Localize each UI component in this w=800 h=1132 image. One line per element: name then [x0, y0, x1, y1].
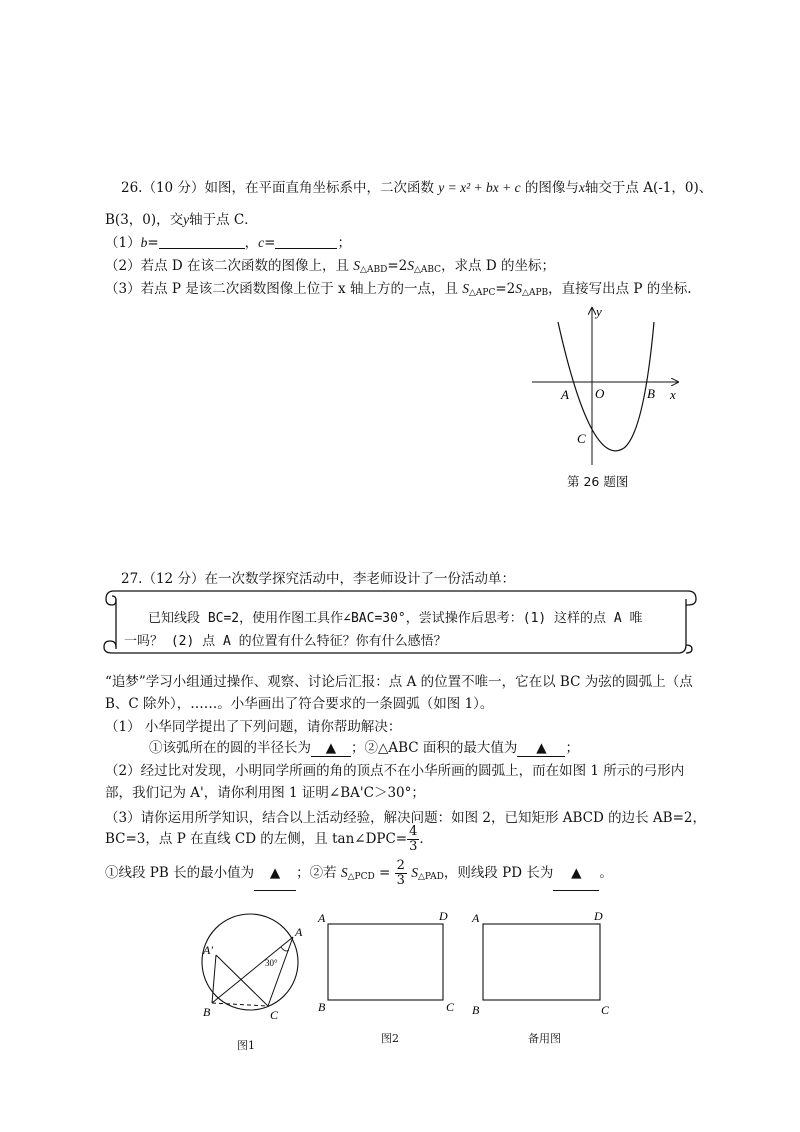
- origin-label: O: [595, 386, 605, 401]
- q27-scroll-line1: 已知线段 BC=2，使用作图工具作∠BAC=30°，尝试操作后思考：(1) 这样的点 A 唯: [148, 611, 643, 626]
- q27-part1-q2: ；②△ABC 面积的最大值为: [351, 740, 518, 756]
- q26-equals: =: [264, 235, 276, 251]
- q26-b-variable: b: [140, 235, 148, 250]
- q27-part3-questions: [105, 856, 613, 894]
- point-c-label: C: [577, 431, 586, 446]
- x-axis-label: x: [670, 387, 676, 402]
- q26-c-answer-blank[interactable]: [275, 236, 337, 249]
- segment-bc: [212, 1003, 268, 1006]
- q26-separator: ，: [244, 235, 259, 251]
- q27-radius-answer-blank[interactable]: ▲: [311, 740, 351, 757]
- point-a-label: A: [295, 925, 303, 939]
- point-a-label: A: [318, 911, 326, 925]
- q27-figure2: [315, 910, 455, 1018]
- q26-figure-caption: 第 26 题图: [567, 474, 629, 489]
- fraction-numerator: 2: [396, 858, 405, 874]
- fraction-denominator: 3: [409, 839, 418, 854]
- q26-stem-text: 轴交于点 A(-1，0)、: [584, 180, 713, 196]
- spare-figure-caption: 备用图: [528, 1032, 561, 1045]
- figure2-caption: 图2: [381, 1032, 399, 1045]
- q26-parabola-graph: [520, 300, 700, 470]
- q26-area-symbol: S: [353, 258, 361, 273]
- fraction-denominator: 3: [396, 873, 405, 888]
- q26-stem-text: 的图像与: [524, 180, 579, 196]
- area-symbol: S: [340, 865, 348, 880]
- point-d-label: D: [439, 910, 448, 923]
- q26-stem-text: B(3，0)，交: [105, 212, 184, 228]
- point-b-label: B: [647, 386, 655, 401]
- q26-part1: [105, 231, 351, 251]
- point-c-label: C: [446, 1000, 455, 1014]
- q26-sub-abd: △ABD: [360, 265, 388, 275]
- sub-pad: △PAD: [417, 872, 444, 882]
- q27-part1-title: （1） 小华同学提出了下列问题，请你帮助解决：: [105, 719, 402, 735]
- q26-part2: [105, 254, 555, 275]
- q27-end: 。: [599, 865, 613, 881]
- q26-area-symbol: S: [407, 258, 414, 273]
- q27-q-ratio-text: ；②若: [296, 865, 337, 881]
- angle-arc: [281, 947, 289, 951]
- figure1-caption: 图1: [237, 1039, 255, 1052]
- q27-max-area-answer-blank[interactable]: ▲: [517, 740, 565, 757]
- point-c-label: C: [270, 1008, 279, 1022]
- q26-x-variable: x: [578, 180, 585, 195]
- point-b-label: B: [203, 1005, 211, 1019]
- q26-stem-line2: [105, 208, 258, 228]
- q27-scroll-line2: 一吗？ (2) 点 A 的位置有什么特征？你有什么感悟？: [124, 634, 447, 649]
- q26-part3: [105, 277, 692, 298]
- rectangle-abcd: [328, 924, 443, 1000]
- q26-stem-text: 26.（10 分）如图，在平面直角坐标系中，二次函数: [121, 180, 434, 196]
- sub-pcd: △PCD: [347, 872, 375, 882]
- q27-q-pd-text: ，则线段 PD 长为: [443, 865, 554, 881]
- q26-end: ；: [337, 235, 351, 251]
- q27-q-pb-text: ①线段 PB 长的最小值为: [105, 865, 255, 881]
- segment-a-prime-c: [216, 955, 268, 1006]
- q26-stem-line1: [121, 176, 712, 196]
- q27-part2-line2: 部，我们记为 A'，请你利用图 1 证明∠BA'C＞30°；: [105, 785, 425, 801]
- q26-area-symbol: S: [462, 281, 469, 296]
- y-axis-label: y: [596, 304, 602, 319]
- q27-part3-line2: [105, 822, 433, 856]
- q27-part3-text: BC=3，点 P 在直线 CD 的左侧，且 tan∠DPC=: [105, 831, 408, 847]
- q26-b-answer-blank[interactable]: [159, 236, 245, 249]
- point-b-label: B: [318, 1000, 326, 1014]
- q26-part2-text: ，求点 D 的坐标；: [441, 258, 555, 274]
- q26-sub-apc: △APC: [469, 288, 496, 298]
- q26-area-symbol: S: [515, 281, 523, 296]
- q27-report-line1: “追梦”学习小组通过操作、观察、讨论后汇报：点 A 的位置不唯一，它在以 BC 为弦的圆弧上（点: [105, 674, 693, 690]
- q26-sub-abc: △ABC: [413, 265, 442, 275]
- point-a-label: A: [561, 387, 569, 402]
- point-c-label: C: [601, 1003, 610, 1017]
- q27-part2-line1: （2）经过比对发现，小明同学所画的角的顶点不在小华所画的圆弧上，而在如图 1 所示的弓形内: [105, 763, 685, 779]
- q26-c-variable: c: [258, 235, 265, 250]
- q26-part2-text: （2）若点 D 在该二次函数的图像上，且: [105, 258, 349, 274]
- tan-fraction: [407, 825, 419, 853]
- q27-end: ；: [565, 740, 579, 756]
- angle-label: 30°: [265, 958, 278, 968]
- q27-part3-line1: （3）请你运用所学知识，结合以上活动经验，解决问题：如图 2，已知矩形 ABCD 的边长 AB=2，: [105, 810, 706, 826]
- ratio-fraction: [395, 859, 407, 887]
- q27-part1-questions: [149, 736, 579, 757]
- q27-stem: 27.（12 分）在一次数学探究活动中，李老师设计了一份活动单：: [121, 571, 515, 587]
- q27-pd-answer-blank[interactable]: ▲: [553, 856, 599, 891]
- rectangle-abcd: [483, 924, 600, 1000]
- q27-part1-q1: ①该弧所在的圆的半径长为: [149, 740, 311, 756]
- q26-stem-text: 轴于点 C．: [189, 212, 258, 228]
- q27-end: ．: [419, 831, 433, 847]
- q26-part3-text: ，直接写出点 P 的坐标.: [548, 281, 692, 297]
- q26-equals: =: [147, 235, 159, 251]
- point-a-label: A: [472, 911, 480, 925]
- q26-y-variable: y: [183, 212, 190, 227]
- point-b-label: B: [472, 1003, 480, 1017]
- q26-sub-apb: △APB: [522, 288, 549, 298]
- q26-part3-text: （3）若点 P 是该二次函数图像上位于 x 轴上方的一点，且: [105, 281, 458, 297]
- q26-eq: =2: [387, 258, 408, 274]
- point-a-prime-label: A': [203, 943, 213, 957]
- q26-part-label: （1）: [105, 235, 141, 251]
- area-symbol: S: [411, 865, 418, 880]
- q26-eq: =2: [495, 281, 516, 297]
- fraction-numerator: 4: [409, 824, 418, 840]
- q27-figure1: [190, 910, 315, 1028]
- equals: =: [379, 865, 391, 881]
- q26-function-formula: y = x² + bx + c: [438, 180, 521, 195]
- parabola-curve: [558, 322, 654, 451]
- point-d-label: D: [594, 910, 603, 923]
- q27-report-line2: B、C 除外），……。小华画出了符合要求的一条圆弧（如图 1）。: [105, 696, 494, 712]
- q27-spare-figure: [470, 910, 615, 1018]
- q27-pb-answer-blank[interactable]: ▲: [254, 856, 296, 891]
